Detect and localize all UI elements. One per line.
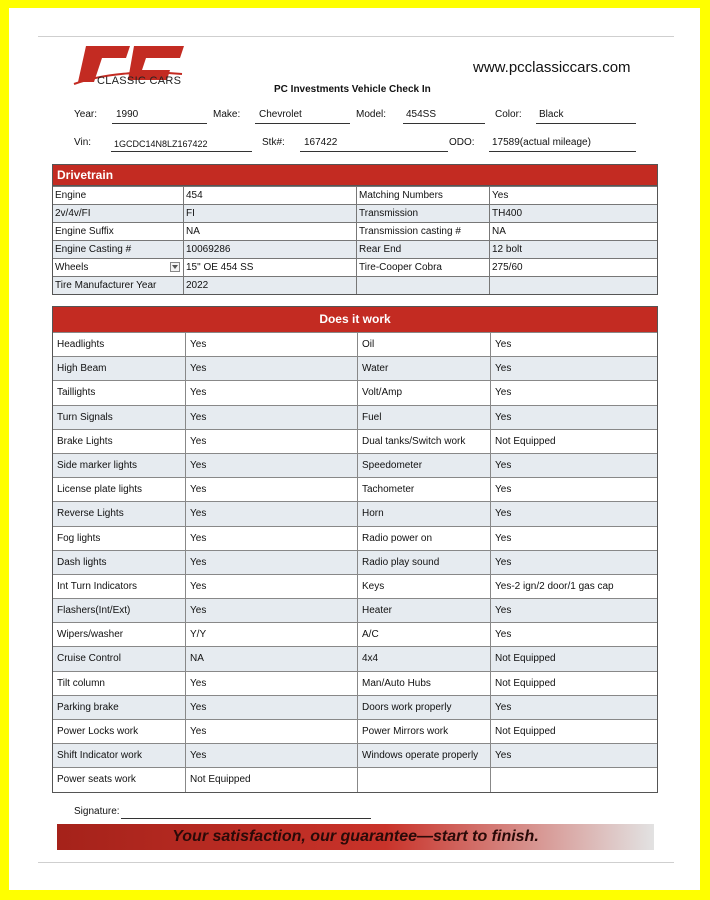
- table-cell: Water: [357, 357, 490, 380]
- table-cell: Not Equipped: [490, 647, 657, 670]
- table-cell: Tilt column: [57, 677, 105, 689]
- make-value: Chevrolet: [259, 109, 302, 120]
- table-cell: Yes: [185, 502, 357, 525]
- table-row: [53, 477, 657, 501]
- table-row: [53, 743, 657, 767]
- table-cell: Int Turn Indicators: [57, 580, 138, 592]
- vin-label: Vin:: [74, 137, 92, 148]
- table-cell: Tachometer: [357, 478, 490, 501]
- table-cell: Yes-2 ign/2 door/1 gas cap: [490, 575, 657, 598]
- slogan-banner: Your satisfaction, our guarantee—start to finish.: [57, 824, 654, 850]
- drivetrain-header: Drivetrain: [53, 165, 657, 186]
- model-value: 454SS: [406, 109, 437, 120]
- table-cell: Yes: [490, 333, 657, 356]
- table-cell: Yes: [490, 744, 657, 767]
- table-cell: Doors work properly: [357, 696, 490, 719]
- table-row: Tire Manufacturer Year 2022: [53, 276, 657, 294]
- odo-label: ODO:: [449, 137, 475, 148]
- table-row: [53, 671, 657, 695]
- chevron-down-icon[interactable]: [170, 262, 180, 272]
- table-cell: Yes: [490, 454, 657, 477]
- table-cell: Speedometer: [357, 454, 490, 477]
- table-cell: Horn: [357, 502, 490, 525]
- table-cell: Yes: [185, 527, 357, 550]
- function-check-header: Does it work: [53, 307, 657, 332]
- table-cell: Power Mirrors work: [357, 720, 490, 743]
- table-row: [53, 429, 657, 453]
- table-cell: Yes: [185, 672, 357, 695]
- table-cell: Headlights: [57, 339, 105, 350]
- table-cell: Taillights: [57, 387, 96, 399]
- table-cell: Brake Lights: [57, 435, 113, 447]
- table-cell: Not Equipped: [185, 768, 357, 791]
- table-cell: Yes: [185, 551, 357, 574]
- table-cell: Power seats work: [57, 774, 136, 786]
- table-row: [53, 332, 657, 356]
- logo-subtitle: CLASSIC CARS: [97, 75, 182, 87]
- year-value: 1990: [116, 109, 139, 120]
- color-label: Color:: [495, 109, 522, 120]
- signature-line[interactable]: [121, 818, 371, 819]
- table-cell: Y/Y: [185, 623, 357, 646]
- table-cell: Yes: [185, 696, 357, 719]
- table-cell: Yes: [185, 357, 357, 380]
- table-cell: Yes: [490, 357, 657, 380]
- year-label: Year:: [74, 109, 97, 120]
- table-row: [53, 405, 657, 429]
- table-cell: Not Equipped: [490, 672, 657, 695]
- table-row: [53, 453, 657, 477]
- table-cell: Flashers(Int/Ext): [57, 605, 131, 617]
- table-cell: Man/Auto Hubs: [357, 672, 490, 695]
- table-cell: Wipers/washer: [57, 629, 124, 641]
- stk-value: 167422: [304, 137, 338, 148]
- table-row: Engine Suffix NA Transmission casting # NA: [53, 222, 657, 240]
- table-cell: Yes: [490, 406, 657, 429]
- table-cell: Heater: [357, 599, 490, 622]
- odo-value: 17589(actual mileage): [492, 137, 591, 148]
- table-row: [53, 380, 657, 404]
- table-cell: Dash lights: [57, 556, 107, 568]
- table-cell: Fuel: [357, 406, 490, 429]
- table-cell: Yes: [185, 333, 357, 356]
- table-cell: Yes: [490, 478, 657, 501]
- table-row: [53, 598, 657, 622]
- table-cell: Keys: [357, 575, 490, 598]
- table-cell: Cruise Control: [57, 653, 121, 665]
- table-cell: Shift Indicator work: [57, 750, 143, 762]
- website-link[interactable]: www.pcclassiccars.com: [473, 59, 631, 76]
- table-cell: Yes: [490, 502, 657, 525]
- table-cell: Yes: [185, 720, 357, 743]
- table-cell: [490, 768, 657, 791]
- table-cell: Yes: [185, 454, 357, 477]
- bottom-divider: [38, 862, 674, 863]
- top-divider: [38, 36, 674, 37]
- table-row: Wheels 15" OE 454 SS Tire-Cooper Cobra 275/60: [53, 258, 657, 276]
- table-cell: Yes: [185, 406, 357, 429]
- table-row: [53, 356, 657, 380]
- table-row: [53, 622, 657, 646]
- table-cell: Yes: [490, 599, 657, 622]
- table-row: [53, 501, 657, 525]
- stk-label: Stk#:: [262, 137, 285, 148]
- table-row: 2v/4v/FI FI Transmission TH400: [53, 204, 657, 222]
- table-cell: Yes: [185, 575, 357, 598]
- table-row: [53, 719, 657, 743]
- function-check-table: [52, 306, 658, 793]
- make-label: Make:: [213, 109, 241, 120]
- table-cell: Yes: [185, 744, 357, 767]
- table-cell: Oil: [357, 333, 490, 356]
- table-cell: Yes: [490, 381, 657, 404]
- table-cell: A/C: [357, 623, 490, 646]
- table-cell: [357, 768, 490, 791]
- table-row: [53, 526, 657, 550]
- table-row: Engine Casting # 10069286 Rear End 12 bolt: [53, 240, 657, 258]
- table-cell: 4x4: [357, 647, 490, 670]
- table-row: Engine 454 Matching Numbers Yes: [53, 186, 657, 204]
- table-cell: Yes: [185, 381, 357, 404]
- table-cell: Volt/Amp: [357, 381, 490, 404]
- vin-value: 1GCDC14N8LZ167422: [114, 139, 208, 149]
- table-cell: High Beam: [57, 363, 107, 375]
- model-label: Model:: [356, 109, 387, 120]
- table-cell: Windows operate properly: [357, 744, 490, 767]
- table-cell: Turn Signals: [57, 411, 113, 423]
- table-cell: Dual tanks/Switch work: [357, 430, 490, 453]
- table-cell: Fog lights: [57, 532, 101, 544]
- table-cell: Yes: [185, 430, 357, 453]
- table-cell: Yes: [490, 696, 657, 719]
- table-cell: Yes: [490, 623, 657, 646]
- table-cell: Side marker lights: [57, 459, 138, 471]
- table-row: [53, 767, 657, 791]
- table-row: [53, 695, 657, 719]
- table-cell: Yes: [185, 478, 357, 501]
- table-cell: Power Locks work: [57, 726, 139, 737]
- table-cell: Parking brake: [57, 701, 119, 713]
- table-cell: Radio power on: [357, 527, 490, 550]
- table-row: [53, 550, 657, 574]
- table-row: [53, 574, 657, 598]
- table-cell: Radio play sound: [357, 551, 490, 574]
- drivetrain-table: [52, 164, 658, 295]
- table-cell: Not Equipped: [490, 720, 657, 743]
- table-cell: Yes: [490, 527, 657, 550]
- table-cell: Not Equipped: [490, 430, 657, 453]
- wheels-dropdown[interactable]: Wheels: [53, 259, 183, 276]
- table-cell: Yes: [490, 551, 657, 574]
- table-cell: Yes: [185, 599, 357, 622]
- color-value: Black: [539, 109, 564, 120]
- table-row: [53, 646, 657, 670]
- signature-label: Signature:: [74, 806, 120, 817]
- table-cell: License plate lights: [57, 484, 143, 496]
- table-cell: NA: [185, 647, 357, 670]
- page-title: PC Investments Vehicle Check In: [274, 84, 431, 95]
- table-cell: Reverse Lights: [57, 508, 124, 520]
